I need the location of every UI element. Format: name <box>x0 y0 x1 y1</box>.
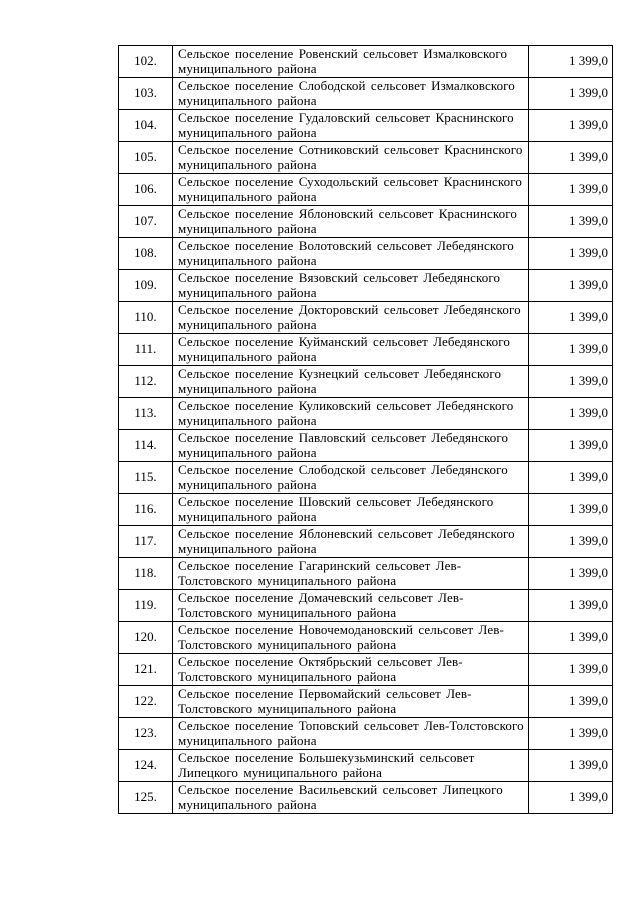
amount: 1 399,0 <box>529 334 613 366</box>
row-number: 121. <box>119 654 173 686</box>
table-row <box>119 750 613 782</box>
amount: 1 399,0 <box>529 270 613 302</box>
table-row <box>119 174 613 206</box>
settlement-name: Сельское поселение Шовский сельсовет Лебедянского муниципального района <box>173 494 529 526</box>
row-number: 114. <box>119 430 173 462</box>
row-number: 115. <box>119 462 173 494</box>
table-row <box>119 366 613 398</box>
row-number: 111. <box>119 334 173 366</box>
row-number: 120. <box>119 622 173 654</box>
settlement-name: Сельское поселение Ровенский сельсовет Измалковского муниципального района <box>173 46 529 78</box>
row-number: 108. <box>119 238 173 270</box>
amount: 1 399,0 <box>529 686 613 718</box>
row-number: 119. <box>119 590 173 622</box>
settlement-name: Сельское поселение Сотниковский сельсовет Краснинского муниципального района <box>173 142 529 174</box>
row-number: 109. <box>119 270 173 302</box>
settlement-name: Сельское поселение Суходольский сельсовет Краснинского муниципального района <box>173 174 529 206</box>
settlement-name: Сельское поселение Гудаловский сельсовет Краснинского муниципального района <box>173 110 529 142</box>
table-row <box>119 334 613 366</box>
table-row <box>119 270 613 302</box>
table-row <box>119 494 613 526</box>
table-row <box>119 430 613 462</box>
settlement-name: Сельское поселение Докторовский сельсовет Лебедянского муниципального района <box>173 302 529 334</box>
settlement-name: Сельское поселение Большекузьминский сельсовет Липецкого муниципального района <box>173 750 529 782</box>
settlement-name: Сельское поселение Кузнецкий сельсовет Лебедянского муниципального района <box>173 366 529 398</box>
settlement-name: Сельское поселение Первомайский сельсовет Лев-Толстовского муниципального района <box>173 686 529 718</box>
table-row <box>119 686 613 718</box>
settlement-name: Сельское поселение Вязовский сельсовет Лебедянского муниципального района <box>173 270 529 302</box>
row-number: 102. <box>119 46 173 78</box>
row-number: 124. <box>119 750 173 782</box>
settlement-name: Сельское поселение Павловский сельсовет Лебедянского муниципального района <box>173 430 529 462</box>
settlement-name: Сельское поселение Топовский сельсовет Лев-Толстовского муниципального района <box>173 718 529 750</box>
row-number: 107. <box>119 206 173 238</box>
settlement-name: Сельское поселение Куликовский сельсовет Лебедянского муниципального района <box>173 398 529 430</box>
amount: 1 399,0 <box>529 782 613 814</box>
table-row <box>119 462 613 494</box>
table-row <box>119 398 613 430</box>
amount: 1 399,0 <box>529 46 613 78</box>
row-number: 103. <box>119 78 173 110</box>
settlement-name: Сельское поселение Слободской сельсовет Измалковского муниципального района <box>173 78 529 110</box>
amount: 1 399,0 <box>529 174 613 206</box>
row-number: 116. <box>119 494 173 526</box>
row-number: 113. <box>119 398 173 430</box>
table-row <box>119 622 613 654</box>
table-row <box>119 206 613 238</box>
table-row <box>119 142 613 174</box>
settlement-name: Сельское поселение Новочемодановский сельсовет Лев-Толстовского муниципального района <box>173 622 529 654</box>
row-number: 104. <box>119 110 173 142</box>
amount: 1 399,0 <box>529 622 613 654</box>
amount: 1 399,0 <box>529 206 613 238</box>
amount: 1 399,0 <box>529 302 613 334</box>
settlement-name: Сельское поселение Васильевский сельсовет Липецкого муниципального района <box>173 782 529 814</box>
table-row <box>119 590 613 622</box>
table-row <box>119 782 613 814</box>
settlement-name: Сельское поселение Октябрьский сельсовет Лев-Толстовского муниципального района <box>173 654 529 686</box>
amount: 1 399,0 <box>529 398 613 430</box>
settlement-name: Сельское поселение Яблоновский сельсовет Краснинского муниципального района <box>173 206 529 238</box>
row-number: 112. <box>119 366 173 398</box>
row-number: 110. <box>119 302 173 334</box>
settlement-name: Сельское поселение Яблоневский сельсовет Лебедянского муниципального района <box>173 526 529 558</box>
table-row <box>119 718 613 750</box>
amount: 1 399,0 <box>529 430 613 462</box>
amount: 1 399,0 <box>529 110 613 142</box>
table-row <box>119 238 613 270</box>
table-row <box>119 110 613 142</box>
table-row <box>119 78 613 110</box>
amount: 1 399,0 <box>529 366 613 398</box>
row-number: 106. <box>119 174 173 206</box>
amount: 1 399,0 <box>529 590 613 622</box>
amount: 1 399,0 <box>529 718 613 750</box>
settlement-name: Сельское поселение Домачевский сельсовет Лев-Толстовского муниципального района <box>173 590 529 622</box>
amount: 1 399,0 <box>529 238 613 270</box>
table-row <box>119 526 613 558</box>
row-number: 118. <box>119 558 173 590</box>
row-number: 123. <box>119 718 173 750</box>
amount: 1 399,0 <box>529 78 613 110</box>
amount: 1 399,0 <box>529 654 613 686</box>
row-number: 122. <box>119 686 173 718</box>
amount: 1 399,0 <box>529 750 613 782</box>
row-number: 125. <box>119 782 173 814</box>
amount: 1 399,0 <box>529 526 613 558</box>
row-number: 117. <box>119 526 173 558</box>
table-row <box>119 46 613 78</box>
amount: 1 399,0 <box>529 494 613 526</box>
row-number: 105. <box>119 142 173 174</box>
amount: 1 399,0 <box>529 142 613 174</box>
amount: 1 399,0 <box>529 462 613 494</box>
settlement-name: Сельское поселение Слободской сельсовет Лебедянского муниципального района <box>173 462 529 494</box>
table-row <box>119 558 613 590</box>
amount: 1 399,0 <box>529 558 613 590</box>
table-row <box>119 654 613 686</box>
table-row <box>119 302 613 334</box>
settlement-name: Сельское поселение Куйманский сельсовет Лебедянского муниципального района <box>173 334 529 366</box>
allocation-table <box>118 45 613 814</box>
settlement-name: Сельское поселение Волотовский сельсовет Лебедянского муниципального района <box>173 238 529 270</box>
settlement-name: Сельское поселение Гагаринский сельсовет Лев-Толстовского муниципального района <box>173 558 529 590</box>
